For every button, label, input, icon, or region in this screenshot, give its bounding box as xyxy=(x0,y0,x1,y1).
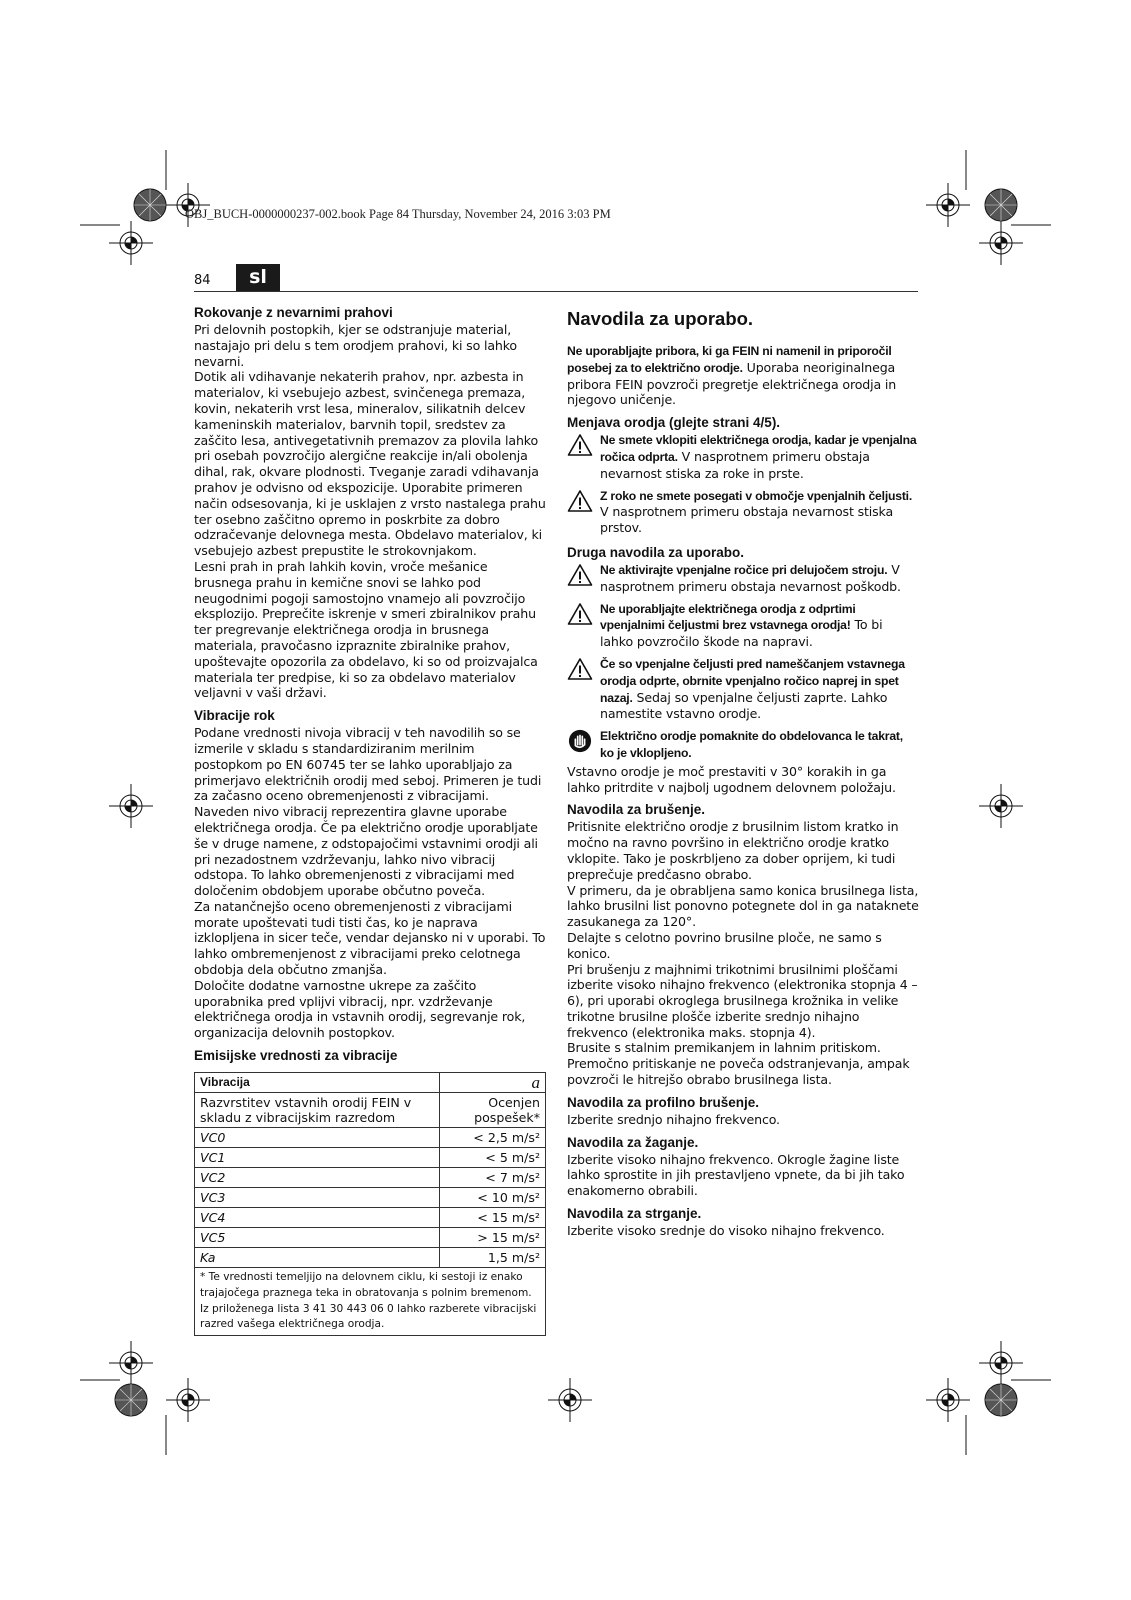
table-cell: VC5 xyxy=(195,1228,440,1248)
table-cell: VC3 xyxy=(195,1188,440,1208)
bold-text: Ne aktivirajte vpenjalne ročice pri delujočem stroju. xyxy=(600,562,888,577)
vibration-table xyxy=(194,1072,546,1336)
section-sanding xyxy=(567,802,919,1088)
left-column xyxy=(194,305,546,1336)
footnote: * Te vrednosti temeljijo na delovnem ciklu, ki sestoji iz enako trajajočega praznega teka in obratovanja s polnim bremenom. xyxy=(200,1271,532,1299)
paragraph: Določite dodatne varnostne ukrepe za zaščito uporabnika pred vplijvi vibracij, npr. vzdrževanje električnega orodja in vstavnih orodij, segrevanje rok, organizacija delovnih postopkov. xyxy=(194,977,526,1041)
warning-item xyxy=(567,432,919,481)
bold-text: Ne uporabljajte pribora, ki ga FEIN ni namenil in priporočil posebej za to električno orodje. xyxy=(567,344,892,375)
warning-triangle-icon xyxy=(567,602,593,626)
intro-paragraph xyxy=(567,343,919,408)
section-title: Vibracije rok xyxy=(194,708,275,724)
table-header-row xyxy=(195,1073,546,1093)
text: V nasprotnem primeru obstaja nevarnost stiska za roke in prste. xyxy=(600,448,870,481)
section-sawing xyxy=(567,1135,919,1199)
table-note xyxy=(195,1268,546,1336)
table-cell: VC1 xyxy=(195,1148,440,1168)
table-row xyxy=(195,1248,546,1268)
paragraph: V primeru, da je obrabljena samo konica brusilnega lista, lahko brusilni list ponovno potegnete dol in ga nataknete zasukanega za 120°. xyxy=(567,882,919,930)
table-row xyxy=(195,1148,546,1168)
paragraph: Izberite visoko nihajno frekvenco. Okrogle žagine liste lahko sprostite in jih prestavljeno vpnete, da bi jih tako enakomerno obrabili. xyxy=(567,1151,905,1199)
header-rule xyxy=(194,291,918,292)
paragraph: Vstavno orodje je moč prestaviti v 30° korakih in ga lahko pritrdite v najbolj ugodnem delovnem položaju. xyxy=(567,763,896,795)
bold-text: Ne uporabljajte električnega orodja z odprtimi vpenjalnimi čeljustmi brez vstavnega orodja! xyxy=(600,601,856,633)
section-title: Navodila za profilno brušenje. xyxy=(567,1094,760,1110)
text: Sedaj so vpenjalne čeljusti zaprte. Lahko namestite vstavno orodje. xyxy=(600,689,888,722)
text: V nasprotnem primeru obstaja nevarnost poškodb. xyxy=(600,561,901,594)
warning-item xyxy=(567,562,919,595)
table-header-cell: Vibracija xyxy=(195,1073,440,1093)
section-title: Navodila za brušenje. xyxy=(567,802,706,818)
table-cell: Ocenjen pospešek* xyxy=(440,1093,546,1128)
section-title: Navodila za žaganje. xyxy=(567,1134,699,1150)
bold-text: Če so vpenjalne čeljusti pred nameščanjem vstavnega orodja odprte, obrnite vpenjalno ročico naprej in spet nazaj. xyxy=(600,656,905,705)
paragraph: Izberite visoko srednje do visoko nihajno frekvenco. xyxy=(567,1223,885,1239)
table-cell: Razvrstitev vstavnih orodij FEIN v skladu z vibracijskim razredom xyxy=(195,1093,440,1128)
table-header-cell: a xyxy=(440,1073,546,1093)
right-column xyxy=(567,305,919,1246)
text: V nasprotnem primeru obstaja nevarnost stiska prstov. xyxy=(600,504,894,536)
table-cell: < 15 m/s² xyxy=(440,1208,546,1228)
table-cell: < 10 m/s² xyxy=(440,1188,546,1208)
paragraph: Brusite s stalnim premikanjem in lahnim pritiskom. Premočno pritiskanje ne poveča odstranjevanja, ampak povzroči le hitrejšo obrabo brusilnega lista. xyxy=(567,1040,910,1088)
hand-instruction-icon xyxy=(567,729,593,753)
table-row xyxy=(195,1128,546,1148)
table-cell: Ka xyxy=(195,1248,440,1268)
page-number: 84 xyxy=(194,273,211,288)
warning-item xyxy=(567,601,919,650)
paragraph: Lesni prah in prah lahkih kovin, vroče mešanice brusnega prahu in kemične snovi se lahko pod neugodnimi pogoji samostojno vnamejo ali povzročijo eksplozijo. Preprečite iskrenje v smeri zbiralnikov prahu ter pregrevanje električnega orodja in brusnega materiala, pravočasno izpraznite zbiralnike prahov, upoštevajte opozorila za obdelavo, ki so od proizvajalca materiala ter predpise, ki so za obdelavo materialov veljavni v vaši državi. xyxy=(194,558,538,701)
page-title: Navodila za uporabo. xyxy=(567,308,754,329)
table-cell: < 5 m/s² xyxy=(440,1148,546,1168)
warning-item xyxy=(567,656,919,722)
table-row xyxy=(195,1188,546,1208)
section-title: Menjava orodja (glejte strani 4/5). xyxy=(567,415,781,431)
bold-text: Električno orodje pomaknite do obdelovanca le takrat, ko je vklopljeno. xyxy=(600,729,903,760)
table-cell: > 15 m/s² xyxy=(440,1228,546,1248)
table-cell: VC0 xyxy=(195,1128,440,1148)
section-hand-vibration xyxy=(194,708,546,1041)
paragraph: Izberite srednjo nihajno frekvenco. xyxy=(567,1111,780,1127)
paragraph: Pri brušenju z majhnimi trikotnimi brusilnimi ploščami izberite visoko nihajno frekvenco (elektronika stopnja 4 – 6), pri uporabi okroglega brusilnega krožnika in velike trikotne brusilne plošče izberite srednjo nihajno frekvenco (elektronika maks. stopnja 4). xyxy=(567,961,918,1040)
section-hazardous-dust xyxy=(194,305,546,701)
table-row xyxy=(195,1168,546,1188)
section-vibration-emission xyxy=(194,1048,546,1336)
bold-text: Ne smete vklopiti električnega orodja, kadar je vpenjalna ročica odprta. xyxy=(600,433,917,464)
warning-triangle-icon xyxy=(567,489,593,513)
table-cell: < 2,5 m/s² xyxy=(440,1128,546,1148)
instruction-item xyxy=(567,728,919,762)
text: To bi lahko povzročilo škode na napravi. xyxy=(600,617,883,650)
bold-text: Z roko ne smete posegati v območje vpenjalnih čeljusti. xyxy=(600,488,913,503)
section-title: Druga navodila za uporabo. xyxy=(567,544,745,560)
paragraph: Pri delovnih postopkih, kjer se odstranjuje material, nastajajo pri delu s tem orodjem prahovi, ki so lahko nevarni. xyxy=(194,322,517,369)
section-scraping xyxy=(567,1206,919,1239)
paragraph: Naveden nivo vibracij reprezentira glavne uporabe električnega orodja. Če pa električno orodje uporabljate še v druge namene, z odstopajočimi vstavnimi orodji ali pri nezadostnem vzdrževanju, lahko nivo vibracij odstopa. To lahko obremenjenosti z vibracijami med določenim obdobjem uporabe občutno poveča. xyxy=(194,804,538,899)
section-profile-sanding xyxy=(567,1095,919,1128)
paragraph: Podane vrednosti nivoja vibracij v teh navodilih so se izmerile v skladu s standardiziranim merilnim postopkom po EN 60745 ter se lahko uporabljajo za primerjavo električnih orodij med seboj. Primeren je tudi za začasno oceno obremenjenosti z vibracijami. xyxy=(194,725,542,804)
section-title: Emisijske vrednosti za vibracije xyxy=(194,1048,398,1064)
paragraph: Delajte s celotno povrino brusilne ploče, ne samo s konico. xyxy=(567,929,882,961)
paragraph: Dotik ali vdihavanje nekaterih prahov, npr. azbesta in materialov, ki vsebujejo azbest, svinčenega premaza, kovin, nekaterih vrst lesa, mineralov, silikatnih delcev kameninskih materialov, barvnih topil, sredstev za zaščito lesa, antivegetativnih premazov za plovila lahko pri osebah povzročijo alergične reakcije in/ali obolenja dihal, rak, okvare plodnosti. Tveganje zaradi vdihavanja prahov je odvisno od ekspozicije. Uporabite primeren način odsesovanja, ki je usklajen z vrsto nastalega prahu ter osebno zaščitno opremo in poskrbite za dobro odzračevanje delovnega mesta. Obdelavo materialov, ki vsebujejo azbest prepustite le strokovnjakom. xyxy=(194,369,546,559)
print-header: OBJ_BUCH-0000000237-002.book Page 84 Thursday, November 24, 2016 3:03 PM xyxy=(185,207,611,221)
table-cell: VC4 xyxy=(195,1208,440,1228)
warning-item xyxy=(567,488,919,536)
warning-triangle-icon xyxy=(567,563,593,587)
warning-triangle-icon xyxy=(567,433,593,457)
table-note-row xyxy=(195,1268,546,1336)
table-row xyxy=(195,1208,546,1228)
table-cell: 1,5 m/s² xyxy=(440,1248,546,1268)
section-title: Rokovanje z nevarnimi prahovi xyxy=(194,305,393,320)
warning-triangle-icon xyxy=(567,657,593,681)
section-title: Navodila za strganje. xyxy=(567,1206,702,1222)
table-row xyxy=(195,1228,546,1248)
paragraph: Pritisnite električno orodje z brusilnim listom kratko in močno na ravno površino in električno orodje kratko vklopite. Tako je poskrbljeno za dober oprijem, ki tudi preprečuje predčasno obrabo. xyxy=(567,819,899,882)
table-cell: < 7 m/s² xyxy=(440,1168,546,1188)
text: Uporaba neoriginalnega pribora FEIN povzroči pregretje električnega orodja in njegovo uničenje. xyxy=(567,359,897,408)
paragraph: Za natančnejšo oceno obremenjenosti z vibracijami morate upoštevati tudi tisti čas, ko je naprava izklopljena in sicer teče, vendar dejansko ni v uporabi. To lahko ombremenjenost z vibracijami preko celotnega obdobja dela občutno zmanjša. xyxy=(194,898,546,978)
language-tab: sl xyxy=(236,264,280,291)
table-row xyxy=(195,1093,546,1128)
footnote: Iz priloženega lista 3 41 30 443 06 0 lahko razberete vibracijski razred vašega električnega orodja. xyxy=(200,1302,537,1331)
table-cell: VC2 xyxy=(195,1168,440,1188)
